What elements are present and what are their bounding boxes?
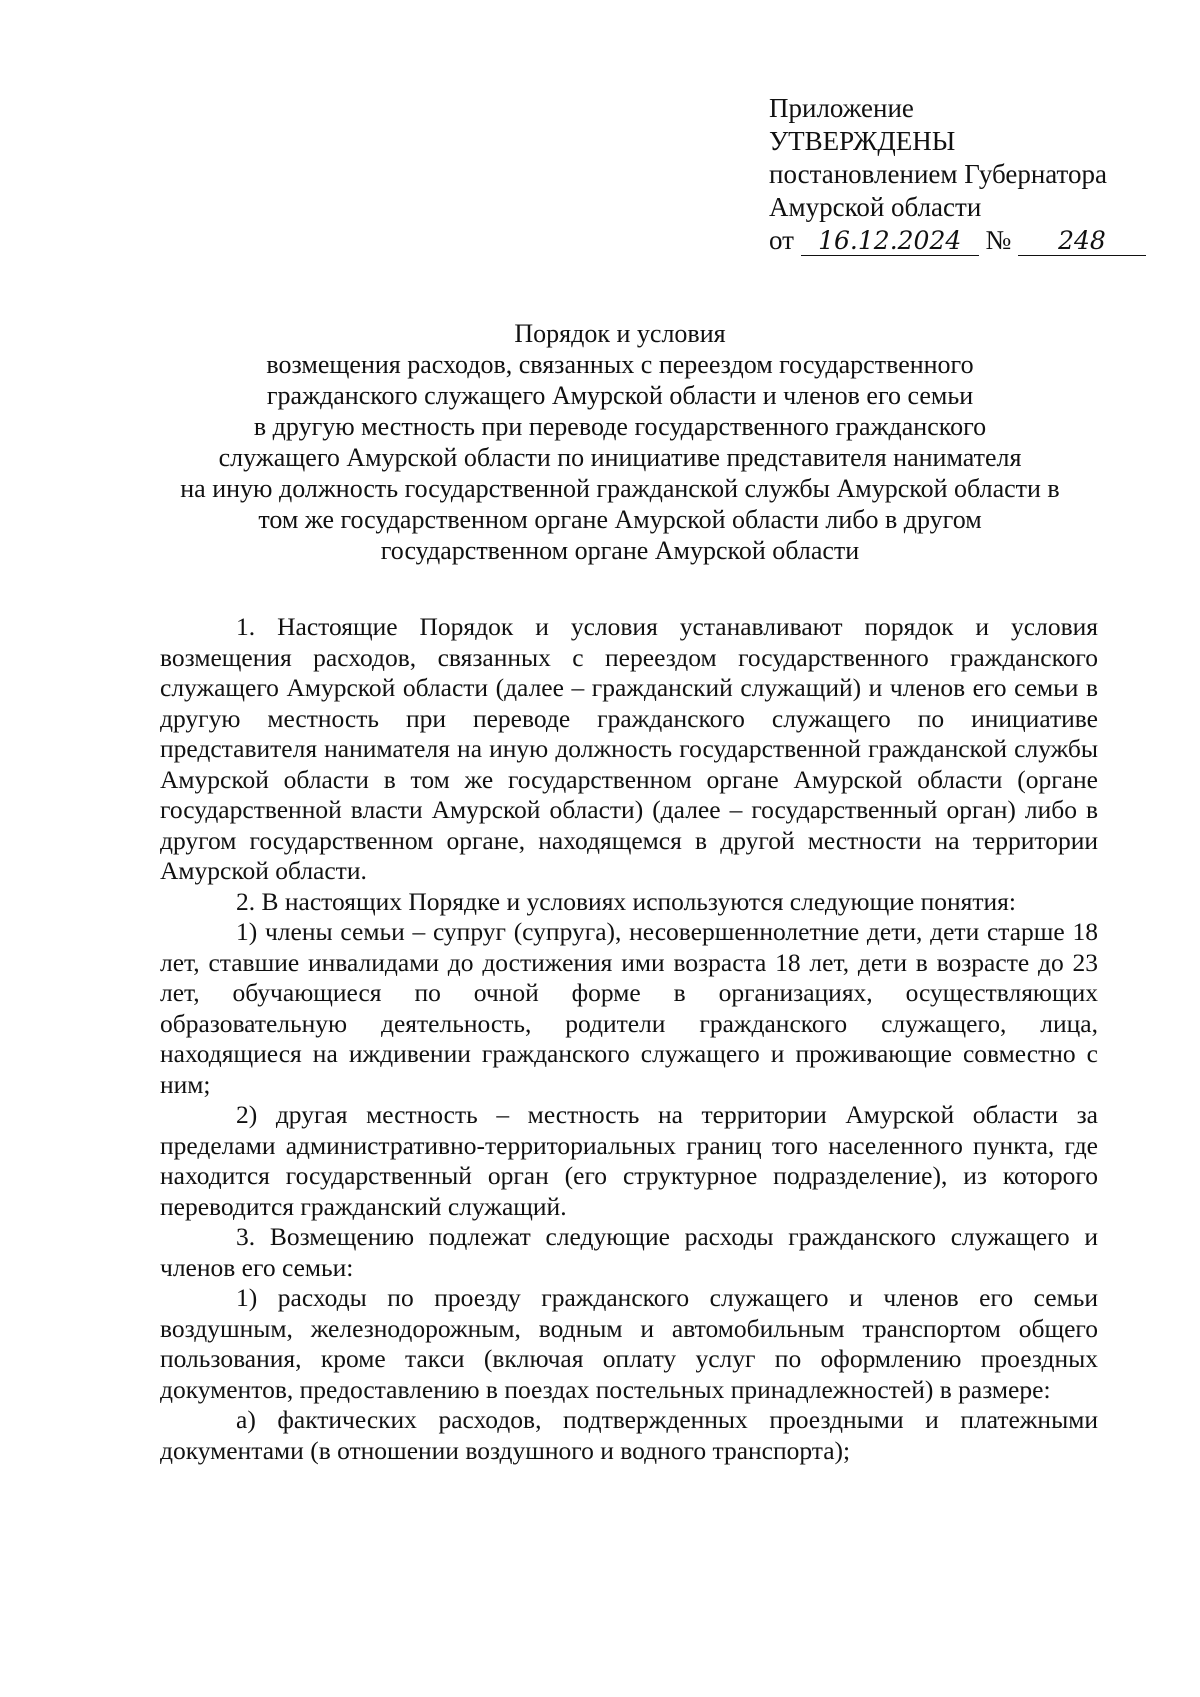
document-title (120, 318, 1120, 566)
title-line: в другую местность при переводе государственного гражданского (253, 412, 987, 441)
paragraph-2-item-2: 2) другая местность – местность на территории Амурской области за пределами административно-территориальных границ того населенного пункта, где находится государственный орган (его структурное подразделение), из которого переводится гражданский служащий. (160, 1100, 1098, 1221)
approval-appendix-label: Приложение (769, 93, 914, 123)
paragraph-3-item-1: 1) расходы по проезду гражданского служащего и членов его семьи воздушным, железнодорожным, водным и автомобильным транспортом общего пользования, кроме такси (включая оплату услуг по оформлению проездных документов, предоставлению в поездах постельных принадлежностей) в размере: (160, 1283, 1098, 1404)
paragraph-2-item-1: 1) члены семьи – супруг (супруга), несовершеннолетние дети, дети старше 18 лет, ставшие инвалидами до достижения ими возраста 18 лет, дети в возрасте до 23 лет, обучающиеся по очной форме в организациях, осуществляющих образовательную деятельность, родители гражданского служащего, лица, находящиеся на иждивении гражданского служащего и проживающие совместно с ним; (160, 917, 1098, 1099)
paragraph-2: 2. В настоящих Порядке и условиях используются следующие понятия: (236, 886, 1016, 916)
title-line: возмещения расходов, связанных с переездом государственного (266, 350, 974, 379)
approval-date-line (769, 224, 1146, 257)
approval-approved-label: УТВЕРЖДЕНЫ (769, 126, 956, 156)
approval-decree-label: постановлением Губернатора (769, 159, 1107, 189)
handwritten-date: 16.12.2024 (801, 227, 979, 256)
approval-block (769, 92, 1146, 257)
title-line: государственном органе Амурской области (380, 536, 860, 565)
date-prefix: от (769, 225, 794, 255)
paragraph-1: 1. Настоящие Порядок и условия устанавливают порядок и условия возмещения расходов, связанных с переездом государственного гражданского служащего Амурской области (далее – гражданский служащий) и членов его семьи в другую местность при переводе гражданского служащего по инициативе представителя нанимателя на иную должность государственной гражданской службы Амурской области в том же государственном органе Амурской области (органе государственной власти Амурской области) (далее – государственный орган) либо в другом государственном органе, находящемся в другой местности на территории Амурской области. (160, 612, 1098, 885)
approval-region-label: Амурской области (769, 192, 982, 222)
document-body (160, 612, 1098, 1466)
paragraph-3: 3. Возмещению подлежат следующие расходы гражданского служащего и членов его семьи: (160, 1222, 1098, 1282)
title-line: том же государственном органе Амурской области либо в другом (258, 505, 982, 534)
title-line: на иную должность государственной гражданской службы Амурской области в (180, 474, 1060, 503)
number-prefix: № (985, 225, 1012, 255)
title-line: гражданского служащего Амурской области и членов его семьи (266, 381, 974, 410)
title-line: служащего Амурской области по инициативе представителя нанимателя (218, 443, 1022, 472)
paragraph-3-item-1-a: а) фактических расходов, подтвержденных проездными и платежными документами (в отношении воздушного и водного транспорта); (160, 1405, 1098, 1465)
title-line: Порядок и условия (514, 319, 726, 348)
handwritten-number: 248 (1018, 227, 1146, 256)
